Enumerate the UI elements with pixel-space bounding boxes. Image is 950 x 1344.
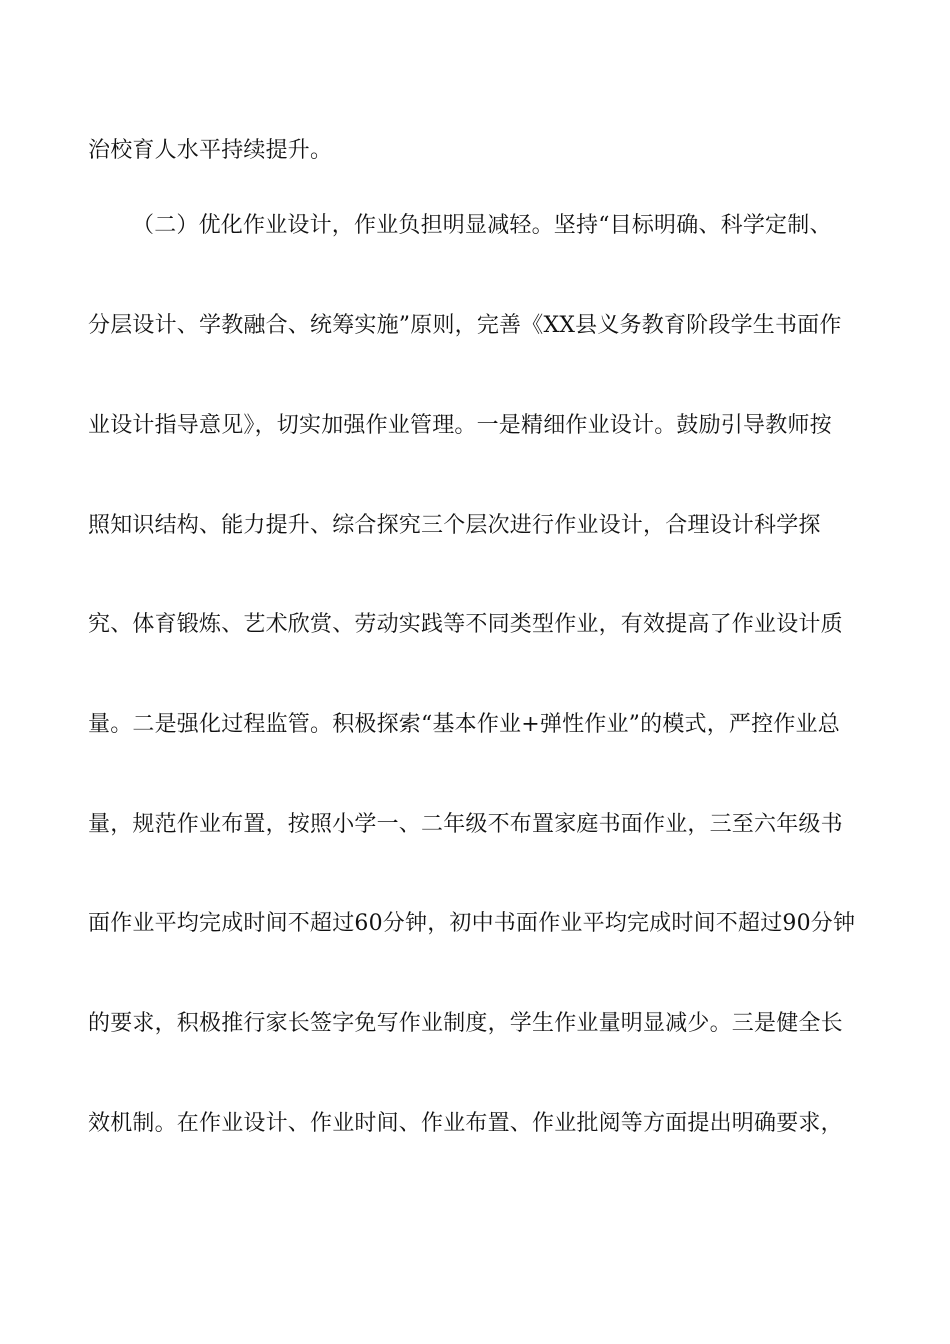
text-line-1: 治校育人水平持续提升。 (88, 138, 333, 163)
text-line-7: 量。二是强化过程监管。积极探索“基本作业+弹性作业”的模式，严控作业总 (88, 712, 840, 737)
text-line-10: 的要求，积极推行家长签字免写作业制度，学生作业量明显减少。三是健全长 (88, 1011, 843, 1036)
section-heading-line: （二）优化作业设计，作业负担明显减轻。坚持“目标明确、科学定制、 (132, 213, 832, 238)
text-line-8: 量，规范作业布置，按照小学一、二年级不布置家庭书面作业，三至六年级书 (88, 812, 843, 837)
text-line-5: 照知识结构、能力提升、综合探究三个层次进行作业设计，合理设计科学探 (88, 513, 821, 538)
text-line-3: 分层设计、学教融合、统筹实施”原则，完善《XX县义务教育阶段学生书面作 (88, 313, 842, 338)
text-line-11: 效机制。在作业设计、作业时间、作业布置、作业批阅等方面提出明确要求， (88, 1111, 843, 1136)
text-line-4: 业设计指导意见》，切实加强作业管理。一是精细作业设计。鼓励引导教师按 (88, 413, 832, 438)
text-line-6: 究、体育锻炼、艺术欣赏、劳动实践等不同类型作业，有效提高了作业设计质 (88, 612, 843, 637)
text-line-9: 面作业平均完成时间不超过60分钟，初中书面作业平均完成时间不超过90分钟 (88, 911, 856, 936)
